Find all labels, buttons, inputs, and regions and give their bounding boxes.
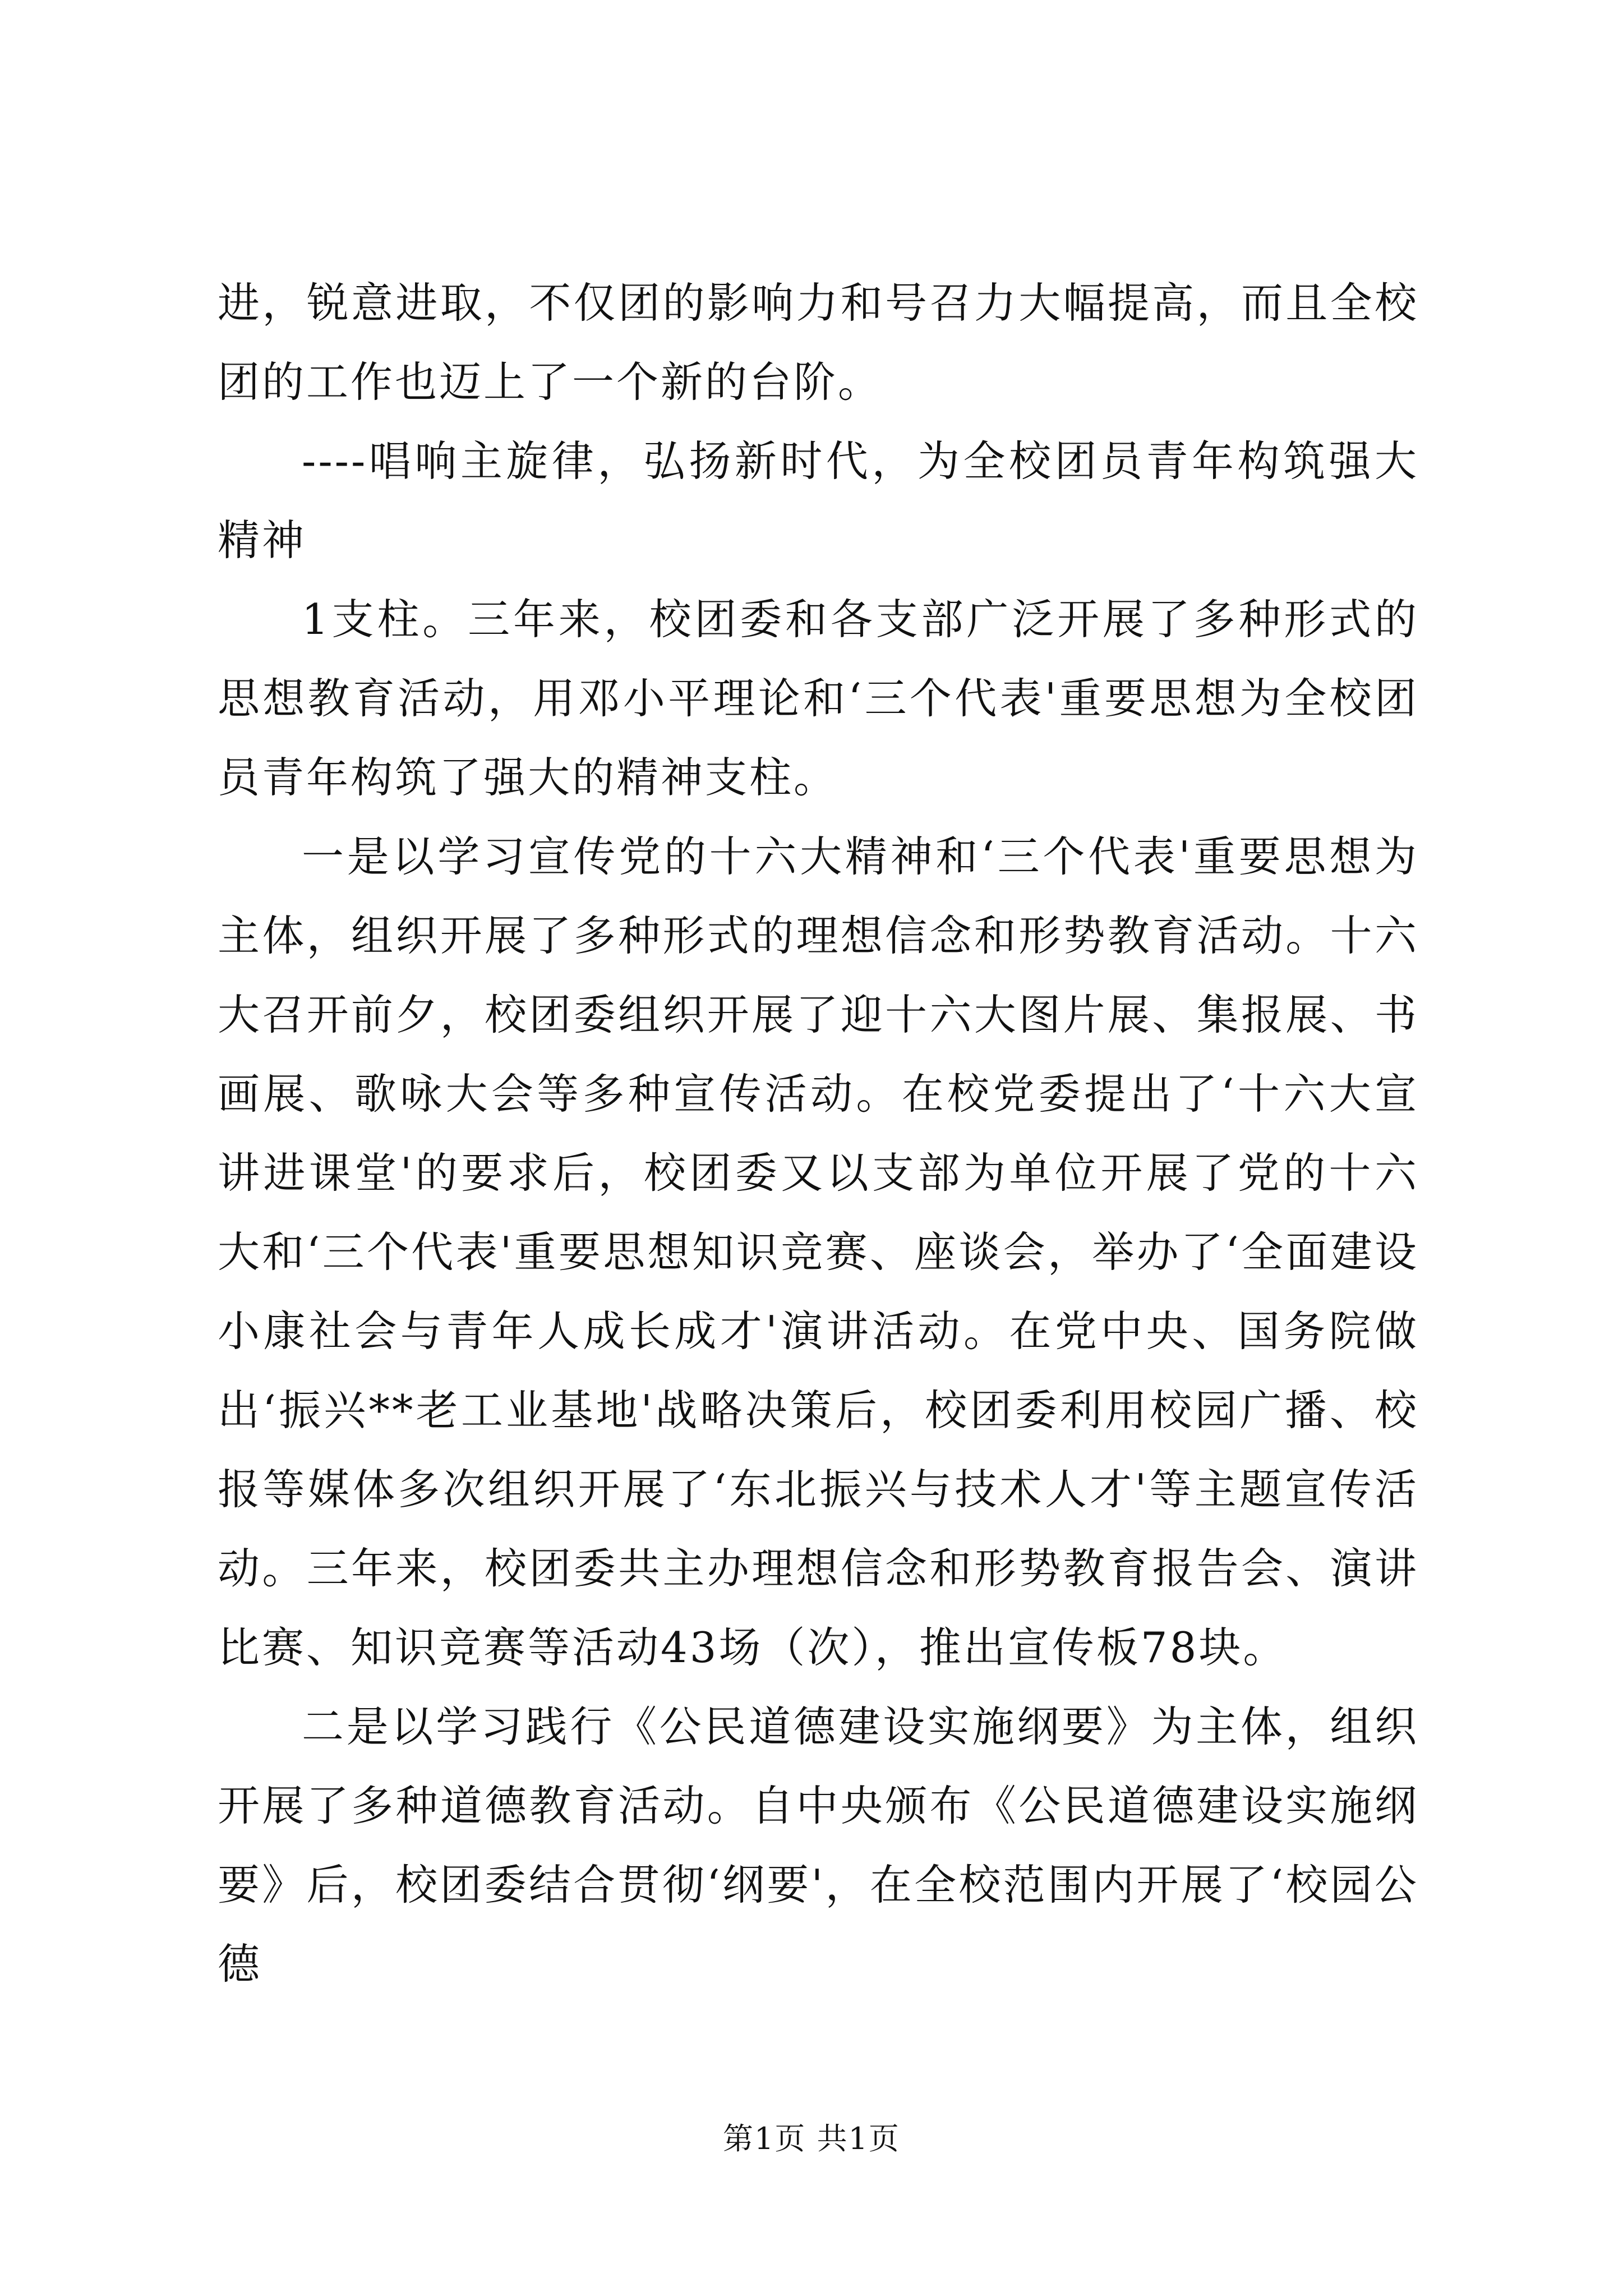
paragraph-first-point: 一是以学习宣传党的十六大精神和‘三个代表'重要思想为主体，组织开展了多种形式的理想信念和形势教育活动。十六大召开前夕，校团委组织开展了迎十六大图片展、集报展、书画展、歌咏大会等多种宣传活动。在校党委提出了‘十六大宣讲进课堂'的要求后，校团委又以支部为单位开展了党的十六大和‘三个代表'重要思想知识竞赛、座谈会，举办了‘全面建设小康社会与青年人成长成才'演讲活动。在党中央、国务院做出‘振兴**老工业基地'战略决策后，校团委利用校园广播、校报等媒体多次组织开展了‘东北振兴与技术人才'等主题宣传活动。三年来，校团委共主办理想信念和形势教育报告会、演讲比赛、知识竞赛等活动43场（次），推出宣传板78块。	[218, 832, 1419, 1672]
paragraph-continuation: 进，锐意进取，不仅团的影响力和号召力大幅提高，而且全校团的工作也迈上了一个新的台阶。	[218, 278, 1419, 407]
document-body	[218, 264, 1419, 2004]
page-footer: 第1页 共1页	[723, 2121, 900, 2156]
paragraph-section-heading: ----唱响主旋律，弘扬新时代，为全校团员青年构筑强大精神	[218, 436, 1419, 565]
paragraph-pillar: 1支柱。三年来，校团委和各支部广泛开展了多种形式的思想教育活动，用邓小平理论和‘三个代表'重要思想为全校团员青年构筑了强大的精神支柱。	[218, 595, 1419, 802]
paragraph-second-point: 二是以学习践行《公民道德建设实施纲要》为主体，组织开展了多种道德教育活动。自中央颁布《公民道德建设实施纲要》后，校团委结合贯彻‘纲要'，在全校范围内开展了‘校园公德	[218, 1702, 1419, 1989]
